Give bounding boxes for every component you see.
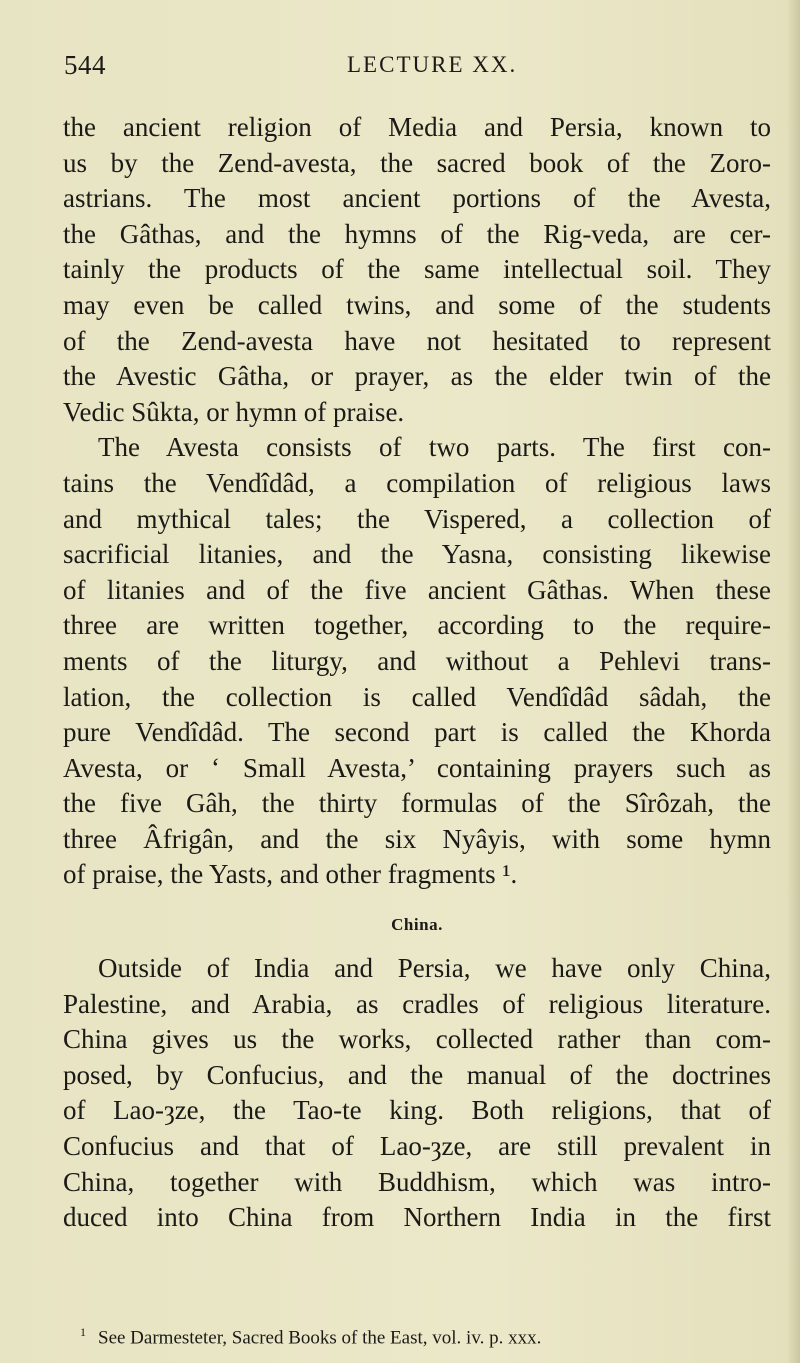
- footnote-text: See Darmesteter, Sacred Books of the East, vol. iv. p. xxx.: [98, 1327, 542, 1349]
- text-line: China, together with Buddhism, which was intro-: [63, 1166, 771, 1197]
- text-line: us by the Zend-avesta, the sacred book of the Zoro-: [63, 147, 771, 178]
- text-line: China gives us the works, collected rather than com-: [63, 1024, 771, 1055]
- text-line: lation, the collection is called Vendîdâd sâdah, the: [63, 681, 771, 712]
- page-header: [64, 50, 754, 86]
- text-line: duced into China from Northern India in the first: [63, 1202, 771, 1233]
- text-line: The Avesta consists of two parts. The first con-: [98, 432, 771, 463]
- text-line: pure Vendîdâd. The second part is called the Khorda: [63, 717, 771, 748]
- text-line: of Lao-ȝze, the Tao-te king. Both religions, that of: [63, 1095, 771, 1126]
- text-line: ments of the liturgy, and without a Pehlevi trans-: [63, 645, 771, 676]
- paragraph-3: [63, 951, 771, 1236]
- text-line: of praise, the Yasts, and other fragments ¹.: [63, 859, 518, 890]
- paragraph-2: [63, 430, 771, 893]
- section-heading: China.: [391, 915, 443, 935]
- text-line: the ancient religion of Media and Persia, known to: [63, 112, 771, 142]
- text-line: Confucius and that of Lao-ȝze, are still prevalent in: [63, 1131, 771, 1162]
- text-line: the Gâthas, and the hymns of the Rig-veda, are cer-: [63, 218, 771, 249]
- text-line: the Avestic Gâtha, or prayer, as the elder twin of the: [63, 361, 771, 392]
- running-head: LECTURE XX.: [347, 52, 518, 77]
- text-line: Vedic Sûkta, or hymn of praise.: [63, 396, 405, 427]
- text-line: the five Gâh, the thirty formulas of the Sîrôzah, the: [63, 788, 771, 819]
- text-line: sacrificial litanies, and the Yasna, consisting likewise: [63, 539, 771, 570]
- text-line: of litanies and of the five ancient Gâthas. When these: [63, 574, 771, 605]
- text-line: Outside of India and Persia, we have only China,: [98, 953, 771, 984]
- paragraph-1: [63, 110, 771, 430]
- page-edge-shadow: [786, 0, 800, 1363]
- footnote-marker: 1: [80, 1325, 86, 1339]
- text-line: and mythical tales; the Vispered, a collection of: [63, 503, 771, 534]
- text-line: posed, by Confucius, and the manual of the doctrines: [63, 1059, 771, 1090]
- page-number: 544: [64, 50, 106, 80]
- text-line: three Âfrigân, and the six Nyâyis, with some hymn: [63, 823, 771, 854]
- body-text: [63, 110, 771, 1236]
- text-line: tains the Vendîdâd, a compilation of religious laws: [63, 467, 771, 498]
- text-line: may even be called twins, and some of the students: [63, 289, 771, 320]
- text-line: of the Zend-avesta have not hesitated to represent: [63, 325, 771, 356]
- text-line: Palestine, and Arabia, as cradles of religious literature.: [63, 988, 771, 1019]
- text-line: tainly the products of the same intellectual soil. They: [63, 254, 771, 285]
- footnote: [80, 1325, 770, 1349]
- text-line: astrians. The most ancient portions of the Avesta,: [63, 183, 771, 214]
- text-line: three are written together, according to the require-: [63, 610, 771, 641]
- text-line: Avesta, or ‘ Small Avesta,’ containing prayers such as: [63, 752, 771, 783]
